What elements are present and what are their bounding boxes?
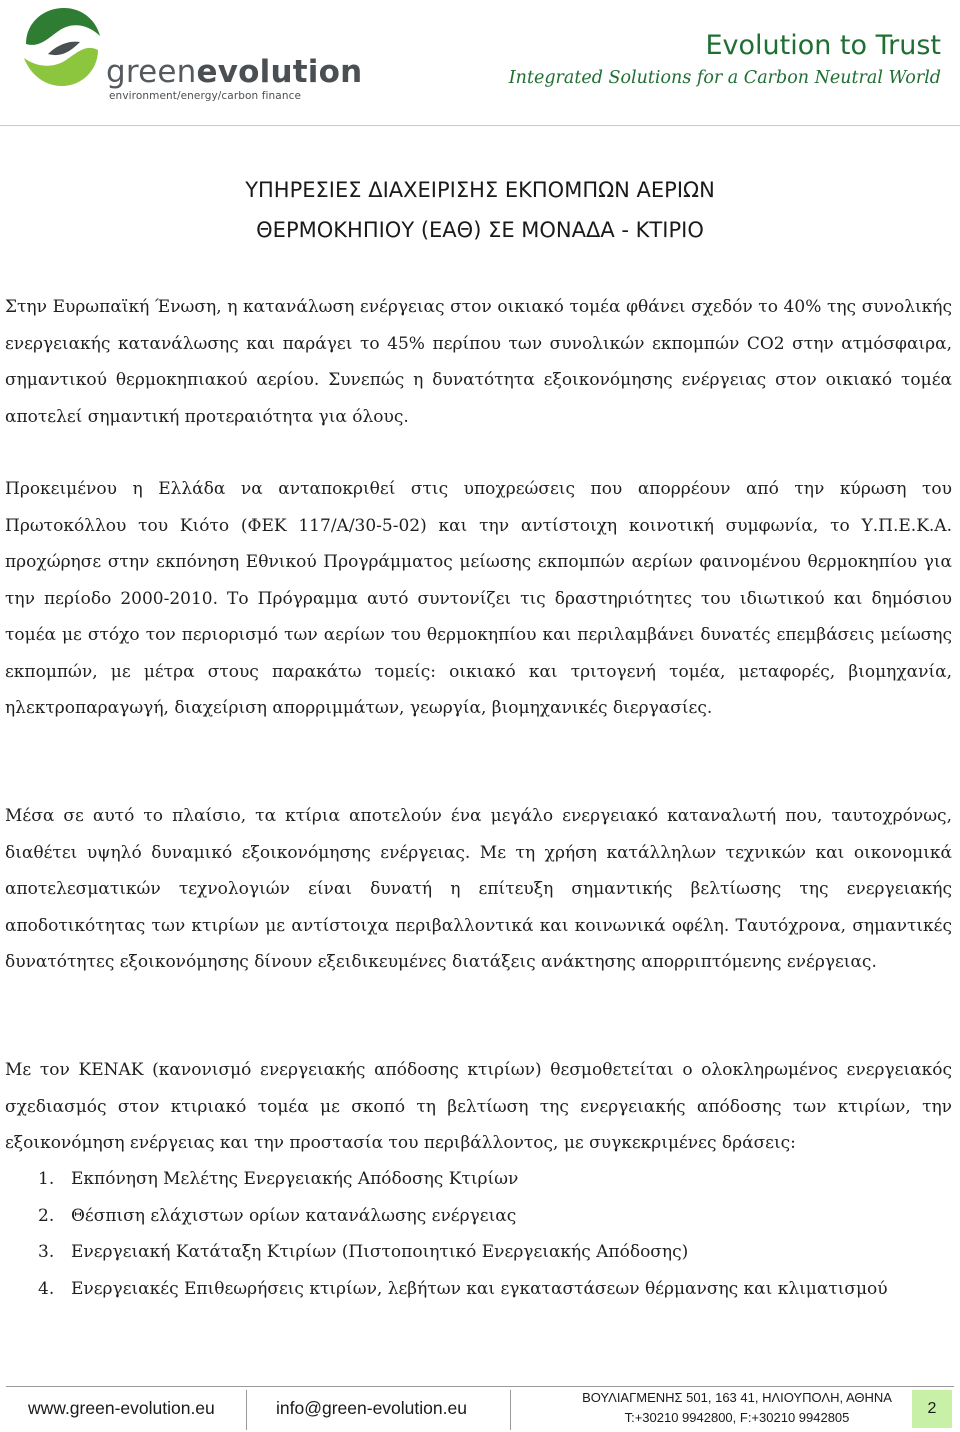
list-item (0, 1161, 960, 1198)
logo-word-bold: evolution (196, 54, 363, 90)
list-item-text: Εκπόνηση Μελέτης Ενεργειακής Απόδοσης Κτιρίων (71, 1169, 519, 1189)
logo-swirl-icon (18, 4, 104, 90)
slogan-title: Evolution to Trust (705, 30, 941, 61)
footer-website-link[interactable]: www.green-evolution.eu (28, 1398, 215, 1418)
footer-separator (510, 1390, 511, 1430)
document-title-line-2: ΘΕΡΜΟΚΗΠΙΟΥ (ΕΑΘ) ΣΕ ΜΟΝΑΔΑ - ΚΤΙΡΙΟ (256, 218, 704, 242)
logo-wordmark (106, 54, 362, 90)
list-item (0, 1234, 960, 1271)
logo-word-light: green (106, 54, 197, 90)
paragraph-kyoto-programme: Προκειμένου η Ελλάδα να ανταποκριθεί στις υποχρεώσεις που απορρέουν από την κύρωση του Πρωτοκόλλου του Κιότο (ΦΕΚ 117/Α/30-5-02) και την αντίστοιχη κοινοτική συμφωνία, το Υ.Π.Ε.Κ.Α. προχώρησε στην εκπόνηση Εθνικού Προγράμματος μείωσης εκπομπών αερίων φαινομένου θερμοκηπίου για την περίοδο 2000-2010. Το Πρόγραμμα αυτό συντονίζει τις δραστηριότητες του ιδιωτικού και δημόσιου τομέα με στόχο τον περιορισμό των αερίων του θερμοκηπίου και περιλαμβάνει δυνατές επεμβάσεις μείωσης εκπομπών, με μέτρα στους παρακάτω τομείς: οικιακό και τριτογενή τομέα, μεταφορές, βιομηχανία, ηλεκτροπαραγωγή, διαχείριση απορριμμάτων, γεωργία, βιομηχανικές διεργασίες. (5, 479, 952, 718)
paragraph-kenak: Με τον ΚΕΝΑΚ (κανονισμό ενεργειακής απόδοσης κτιρίων) θεσμοθετείται ο ολοκληρωμένος ενεργειακός σχεδιασμός στον κτιριακό τομέα με σκοπό τη βελτίωση της ενεργειακής απόδοσης των κτιρίων, την εξοικονόμηση ενέργειας και την προστασία του περιβάλλοντος, με συγκεκριμένες δράσεις: (5, 1060, 952, 1153)
list-item-number: 1. (38, 1169, 55, 1189)
footer-divider (6, 1386, 954, 1387)
list-item (0, 1198, 960, 1235)
footer-phones: T:+30210 9942800, F:+30210 9942805 (624, 1410, 850, 1425)
footer-separator (246, 1390, 247, 1430)
list-item-number: 2. (38, 1205, 55, 1226)
list-item-number: 3. (38, 1242, 55, 1263)
footer-email-link[interactable]: info@green-evolution.eu (276, 1398, 467, 1418)
page-footer (0, 1386, 960, 1430)
list-item (0, 1271, 960, 1308)
paragraph-buildings: Μέσα σε αυτό το πλαίσιο, τα κτίρια αποτελούν ένα μεγάλο ενεργειακό καταναλωτή που, ταυτοχρόνως, διαθέτει υψηλό δυναμικό εξοικονόμησης ενέργειας. Με τη χρήση κατάλληλων τεχνικών και οικονομικά αποτελεσματικών τεχνολογιών είναι δυνατή η επίτευξη σημαντικής βελτίωσης της ενεργειακής αποδοτικότητας των κτιρίων με αντίστοιχα περιβαλλοντικά και κοινωνικά οφέλη. Ταυτόχρονα, σημαντικές δυνατότητες εξοικονόμησης δίνουν εξειδικευμένες διατάξεις ανάκτησης απορριπτόμενης ενέργειας. (5, 806, 952, 972)
document-title-line-1: ΥΠΗΡΕΣΙΕΣ ΔΙΑΧΕΙΡΙΣΗΣ ΕΚΠΟΜΠΩΝ ΑΕΡΙΩΝ (245, 178, 715, 202)
list-item-number: 4. (38, 1279, 55, 1300)
list-item-text: Ενεργειακή Κατάταξη Κτιρίων (Πιστοποιητικό Ενεργειακής Απόδοσης) (71, 1242, 689, 1263)
header-divider (0, 125, 960, 126)
actions-list (0, 1161, 960, 1308)
logo-tagline: environment/energy/carbon finance (109, 90, 302, 102)
list-item-text: Θέσπιση ελάχιστων ορίων κατανάλωσης ενέργειας (71, 1205, 517, 1226)
page-number-badge: 2 (912, 1390, 952, 1428)
list-item-text: Ενεργειακές Επιθεωρήσεις κτιρίων, λεβήτων και εγκαταστάσεων θέρμανσης και κλιματισμού (71, 1279, 888, 1300)
page-header (0, 0, 960, 126)
company-logo (18, 4, 363, 104)
footer-address: ΒΟΥΛΙΑΓΜΕΝΗΣ 501, 163 41, ΗΛΙΟΥΠΟΛΗ, ΑΘΗΝΑ (582, 1390, 892, 1405)
slogan-subtitle: Integrated Solutions for a Carbon Neutral World (508, 68, 941, 88)
paragraph-eu-consumption: Στην Ευρωπαϊκή Ένωση, η κατανάλωση ενέργειας στον οικιακό τομέα φθάνει σχεδόν το 40% της συνολικής ενεργειακής κατανάλωσης και παράγει το 45% περίπου των συνολικών εκπομπών CO2 στην ατμόσφαιρα, σημαντικού θερμοκηπιακού αερίου. Συνεπώς η δυνατότητα εξοικονόμησης ενέργειας στον οικιακό τομέα αποτελεί σημαντική προτεραιότητα για όλους. (5, 297, 952, 427)
